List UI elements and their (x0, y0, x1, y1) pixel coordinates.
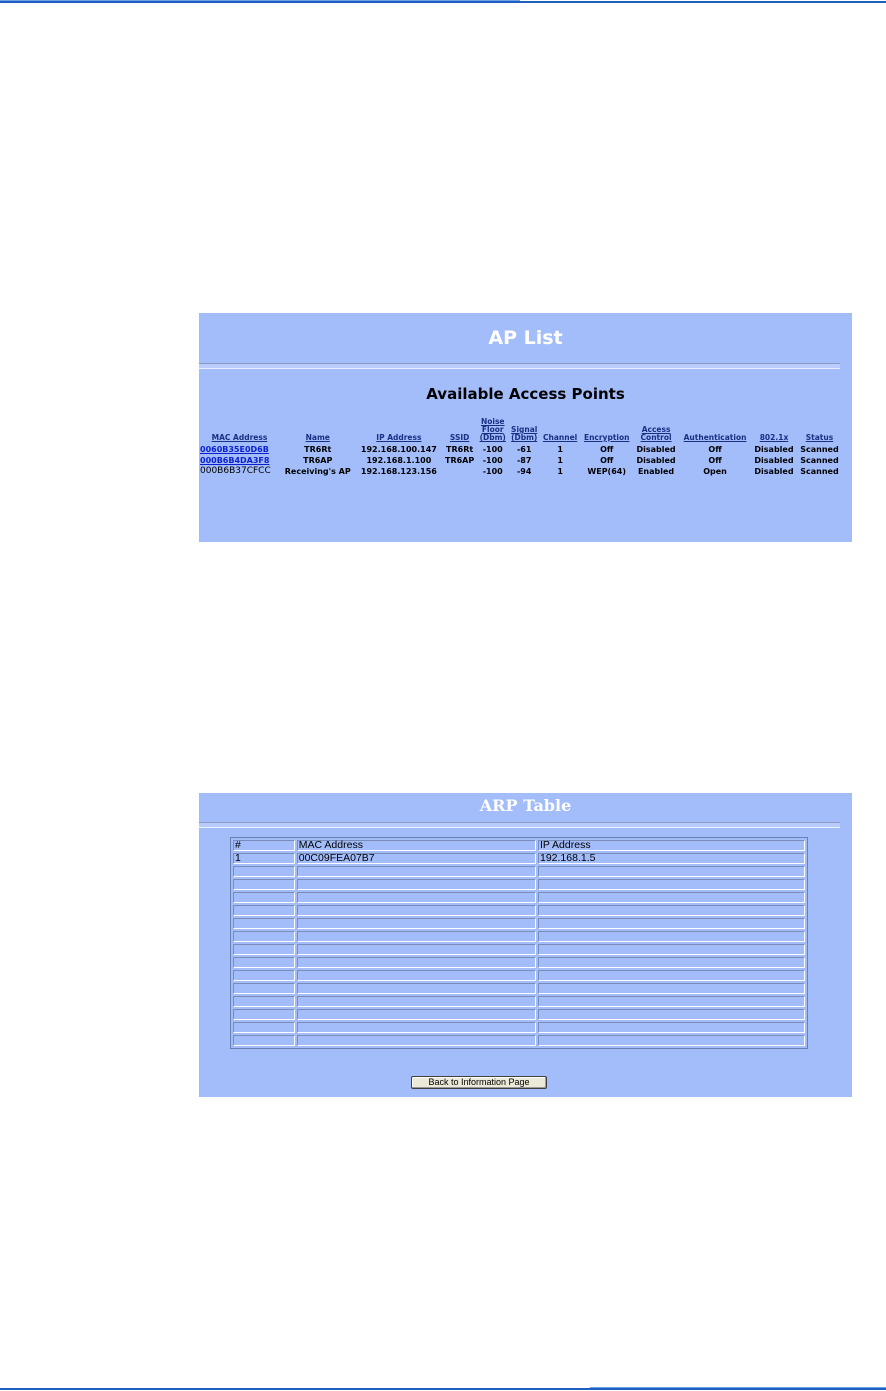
arp-cell (297, 957, 536, 968)
arp-cell (297, 944, 536, 955)
arp-header-cell: IP Address (538, 840, 805, 851)
ap-column-header[interactable] (356, 418, 443, 444)
ap-channel-cell: 1 (557, 456, 563, 465)
ap-dot1x-cell: Disabled (754, 456, 794, 465)
ap-ssid-cell (442, 466, 477, 477)
arp-cell (297, 905, 536, 916)
ap-column-header[interactable] (797, 418, 842, 444)
arp-row (233, 918, 805, 929)
arp-cell (538, 892, 805, 903)
ap-column-header-text: 802.1x (759, 433, 789, 442)
ap-name-cell: Receiving's AP (284, 467, 351, 476)
arp-cell (233, 996, 295, 1007)
ap-column-header[interactable] (508, 418, 540, 444)
arp-cell (538, 866, 805, 877)
arp-cell (297, 1009, 536, 1020)
arp-header-cell: # (233, 840, 295, 851)
ap-status-cell: Scanned (800, 445, 839, 454)
ap-signal-cell: -87 (516, 456, 532, 465)
ap-ip-cell: 192.168.1.100 (366, 456, 432, 465)
ap-column-header-text: Noise (480, 417, 505, 426)
ap-noise-cell: -100 (482, 445, 503, 454)
arp-cell: 192.168.1.5 (538, 853, 805, 864)
ap-column-header[interactable] (477, 418, 508, 444)
arp-cell (538, 1022, 805, 1033)
arp-cell: 1 (233, 853, 295, 864)
bottom-rule (0, 1388, 886, 1390)
ap-column-header[interactable] (751, 418, 797, 444)
arp-cell (233, 970, 295, 981)
ap-column-header-text: Access (641, 425, 671, 434)
arp-cell (538, 1035, 805, 1046)
ap-dot1x-cell: Disabled (754, 445, 794, 454)
arp-cell (233, 918, 295, 929)
ap-column-header-text: Encryption (583, 433, 630, 442)
arp-cell (297, 970, 536, 981)
ap-column-header-text: (Dbm) (479, 433, 506, 442)
arp-cell (233, 957, 295, 968)
arp-cell (538, 944, 805, 955)
ap-encryption-cell: Off (600, 445, 614, 454)
ap-column-header-text: Floor (481, 425, 504, 434)
ap-access-control-cell: Enabled (637, 467, 675, 476)
arp-cell (233, 892, 295, 903)
ap-channel-cell: 1 (557, 467, 563, 476)
arp-table-body (233, 840, 805, 1046)
arp-cell (538, 1009, 805, 1020)
arp-cell (538, 905, 805, 916)
arp-row (233, 905, 805, 916)
ap-column-header-text: Authentication (683, 433, 747, 442)
access-point-row (199, 444, 842, 455)
arp-cell (233, 1009, 295, 1020)
arp-cell (538, 970, 805, 981)
ap-name-cell: TR6AP (303, 456, 333, 465)
ap-column-header[interactable] (679, 418, 751, 444)
arp-cell (233, 1035, 295, 1046)
arp-cell (297, 1035, 536, 1046)
ap-mac-cell: 000B6B37CFCC (200, 466, 271, 476)
arp-cell (233, 944, 295, 955)
ap-noise-cell: -100 (482, 456, 503, 465)
arp-cell (297, 918, 536, 929)
access-points-body (199, 444, 842, 477)
arp-row (233, 983, 805, 994)
arp-cell (297, 1022, 536, 1033)
available-access-points-heading: Available Access Points (426, 385, 625, 403)
arp-row (233, 970, 805, 981)
arp-cell (297, 931, 536, 942)
arp-row (233, 866, 805, 877)
arp-table-panel (199, 793, 852, 1097)
arp-cell (297, 879, 536, 890)
ap-mac-cell (199, 444, 280, 455)
arp-cell (538, 931, 805, 942)
arp-cell (538, 879, 805, 890)
ap-authentication-cell: Off (708, 456, 722, 465)
arp-row (233, 1035, 805, 1046)
ap-status-cell: Scanned (800, 456, 839, 465)
arp-table-title: ARP Table (479, 796, 572, 815)
access-point-row (199, 466, 842, 477)
ap-column-header-text: SSID (449, 433, 470, 442)
arp-row (233, 944, 805, 955)
arp-row (233, 957, 805, 968)
arp-cell (297, 983, 536, 994)
ap-list-title: AP List (488, 327, 563, 349)
ap-ip-cell: 192.168.123.156 (360, 467, 437, 476)
arp-row (233, 996, 805, 1007)
ap-channel-cell: 1 (557, 445, 563, 454)
ap-column-header[interactable] (442, 418, 477, 444)
ap-column-header-text: Control (640, 433, 672, 442)
ap-column-header-text: Name (305, 433, 330, 442)
ap-column-header-text: (Dbm) (511, 433, 538, 442)
ap-ssid-cell: TR6Rt (446, 445, 474, 454)
arp-header-row (233, 840, 805, 851)
ap-ip-cell: 192.168.100.147 (360, 445, 437, 454)
arp-cell (233, 931, 295, 942)
arp-cell (538, 957, 805, 968)
ap-encryption-cell: WEP(64) (587, 467, 627, 476)
ap-mac-cell (199, 455, 280, 466)
arp-row (233, 892, 805, 903)
arp-cell (297, 892, 536, 903)
arp-table (230, 837, 808, 1049)
arp-cell (297, 866, 536, 877)
ap-column-header-text: IP Address (376, 433, 422, 442)
ap-dot1x-cell: Disabled (754, 467, 794, 476)
ap-column-header-text: Channel (542, 433, 578, 442)
arp-header-cell: MAC Address (297, 840, 536, 851)
arp-cell (297, 996, 536, 1007)
ap-access-control-cell: Disabled (636, 456, 676, 465)
ap-column-header-text: Signal (511, 425, 538, 434)
top-rule (0, 1, 886, 3)
arp-cell (233, 905, 295, 916)
arp-row (233, 853, 805, 864)
ap-list-panel (199, 313, 852, 542)
arp-cell (233, 879, 295, 890)
ap-authentication-cell: Off (708, 445, 722, 454)
ap-status-cell: Scanned (800, 467, 839, 476)
ap-name-cell: TR6Rt (304, 445, 332, 454)
ap-column-header-text: Status (805, 433, 834, 442)
arp-cell (233, 1022, 295, 1033)
ap-list-separator (199, 363, 840, 369)
back-to-information-page-button[interactable]: Back to Information Page (411, 1076, 547, 1089)
arp-row (233, 931, 805, 942)
arp-cell (538, 918, 805, 929)
arp-cell: 00C09FEA07B7 (297, 853, 536, 864)
ap-column-header[interactable] (633, 418, 679, 444)
ap-access-control-cell: Disabled (636, 445, 676, 454)
ap-column-header-text: MAC Address (211, 433, 268, 442)
arp-row (233, 1022, 805, 1033)
arp-row (233, 1009, 805, 1020)
ap-ssid-cell: TR6AP (444, 456, 475, 465)
arp-cell (538, 983, 805, 994)
arp-cell (538, 996, 805, 1007)
arp-cell (233, 866, 295, 877)
ap-column-header[interactable] (199, 418, 280, 444)
arp-row (233, 879, 805, 890)
arp-cell (233, 983, 295, 994)
ap-signal-cell: -94 (516, 467, 532, 476)
ap-column-header[interactable] (540, 418, 580, 444)
ap-encryption-cell: Off (600, 456, 614, 465)
ap-column-header[interactable] (580, 418, 633, 444)
ap-mac-link[interactable]: 0060B35E0D6B (200, 445, 269, 454)
access-points-header-row (199, 418, 842, 444)
ap-authentication-cell: Open (703, 467, 727, 476)
arp-table-separator (199, 822, 840, 828)
access-point-row (199, 455, 842, 466)
ap-signal-cell: -61 (516, 445, 532, 454)
ap-column-header[interactable] (280, 418, 356, 444)
ap-noise-cell: -100 (482, 467, 503, 476)
ap-mac-link[interactable]: 000B6B4DA3F8 (200, 456, 270, 465)
access-points-table (199, 418, 842, 477)
